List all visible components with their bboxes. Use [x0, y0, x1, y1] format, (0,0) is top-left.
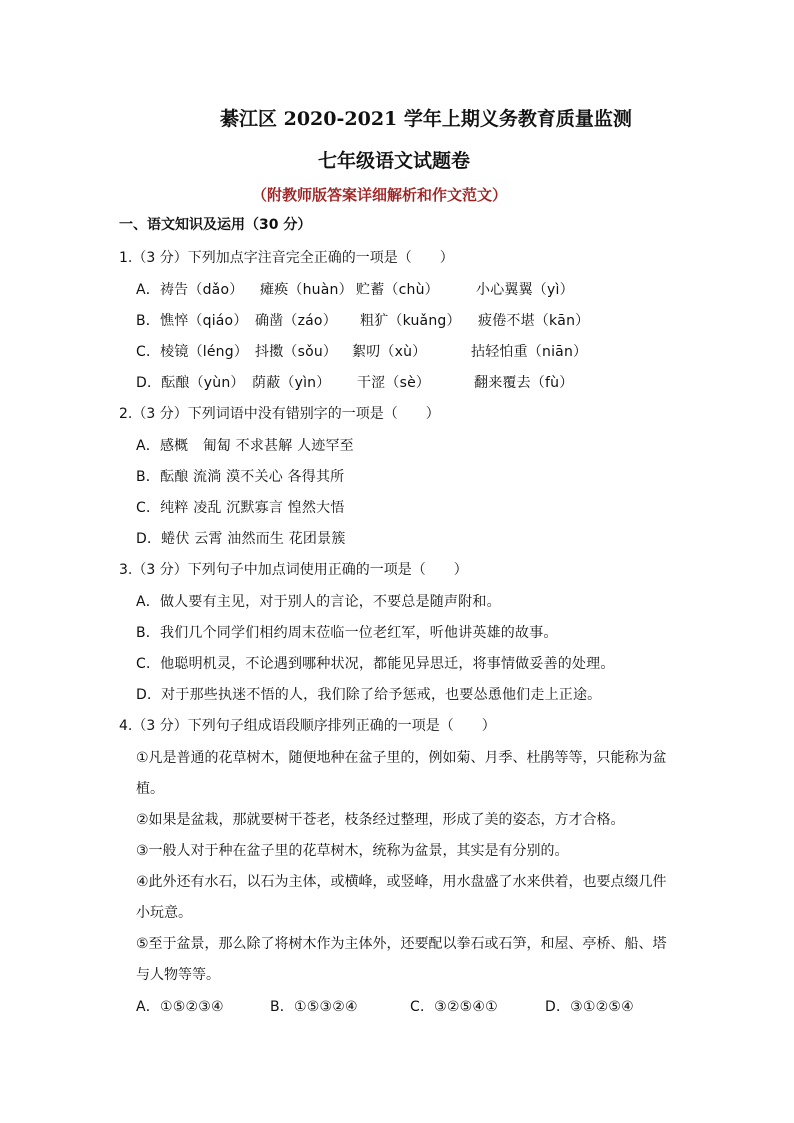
passage-line: ①凡是普通的花草树木，随便地种在盆子里的，例如菊、月季、杜鹃等等，只能称为盆	[136, 750, 667, 766]
passage-line: ⑤至于盆景，那么除了将树木作为主体外，还要配以拳石或石笋，和屋、亭桥、船、塔	[136, 936, 667, 952]
option-part: 贮蓄（chù）	[356, 282, 439, 298]
question-3-option-a: A．做人要有主见，对于别人的言论，不要总是随声附和。	[136, 594, 501, 610]
question-4-stem: 4.（3 分）下列句子组成语段顺序排列正确的一项是（ ）	[119, 718, 496, 734]
choice-c: C．③②⑤④①	[410, 999, 498, 1015]
question-3-stem: 3.（3 分）下列句子中加点词使用正确的一项是（ ）	[119, 562, 468, 578]
passage-line: 小玩意。	[136, 905, 192, 921]
option-part: 确凿（záo）	[255, 313, 337, 329]
question-2-option-c: C．纯粹 凌乱 沉默寡言 惶然大悟	[136, 500, 345, 516]
document-subtitle: 七年级语文试题卷	[318, 150, 471, 172]
option-part: C．棱镜（léng）	[136, 344, 249, 360]
option-part: D．酝酿（yùn）	[136, 375, 245, 391]
option-part: 抖擞（sǒu）	[255, 344, 338, 360]
question-2-option-a: A．感概 匍匐 不求甚解 人迹罕至	[136, 438, 354, 454]
section-heading: 一、语文知识及运用（30 分）	[119, 217, 312, 233]
option-part: A．祷告（dǎo）	[136, 282, 244, 298]
question-3-option-d: D．对于那些执迷不悟的人，我们除了给予惩戒，也要怂恿他们走上正途。	[136, 687, 602, 703]
question-1-stem: 1.（3 分）下列加点字注音完全正确的一项是（ ）	[119, 250, 454, 266]
option-part: B．憔悴（qiáo）	[136, 313, 248, 329]
option-part: 拈轻怕重（niān）	[471, 344, 588, 360]
passage-line: 与人物等等。	[136, 967, 220, 983]
option-part: 絮叨（xù）	[352, 344, 427, 360]
option-part: 瘫痪（huàn）	[260, 282, 353, 298]
option-part: 小心翼翼（yì）	[476, 282, 574, 298]
choice-d: D．③①②⑤④	[545, 999, 634, 1015]
passage-line: 植。	[136, 781, 164, 797]
choice-b: B．①⑤③②④	[270, 999, 358, 1015]
document-title: 綦江区 2020-2021 学年上期义务教育质量监测	[220, 108, 632, 130]
question-3-option-c: C．他聪明机灵，不论遇到哪种状况，都能见异思迁，将事情做妥善的处理。	[136, 656, 615, 672]
passage-line: ②如果是盆栽，那就要树干苍老，枝条经过整理，形成了美的姿态，方才合格。	[136, 812, 625, 828]
passage-line: ④此外还有水石，以石为主体，或横峰，或竖峰，用水盘盛了水来供着，也要点缀几件	[136, 874, 667, 890]
question-2-option-b: B．酝酿 流淌 漠不关心 各得其所	[136, 469, 345, 485]
option-part: 干涩（sè）	[357, 375, 431, 391]
passage-line: ③一般人对于种在盆子里的花草树木，统称为盆景，其实是有分别的。	[136, 843, 569, 859]
question-3-option-b: B．我们几个同学们相约周末莅临一位老红军，听他讲英雄的故事。	[136, 625, 558, 641]
question-2-stem: 2.（3 分）下列词语中没有错别字的一项是（ ）	[119, 406, 440, 422]
option-part: 翻来覆去（fù）	[474, 375, 574, 391]
option-part: 粗犷（kuǎng）	[360, 313, 461, 329]
choice-a: A．①⑤②③④	[136, 999, 224, 1015]
answer-notice: （附教师版答案详细解析和作文范文）	[252, 186, 508, 204]
question-2-option-d: D．蜷伏 云霄 油然而生 花团景簇	[136, 531, 346, 547]
option-part: 荫蔽（yìn）	[252, 375, 331, 391]
option-part: 疲倦不堪（kān）	[478, 313, 590, 329]
